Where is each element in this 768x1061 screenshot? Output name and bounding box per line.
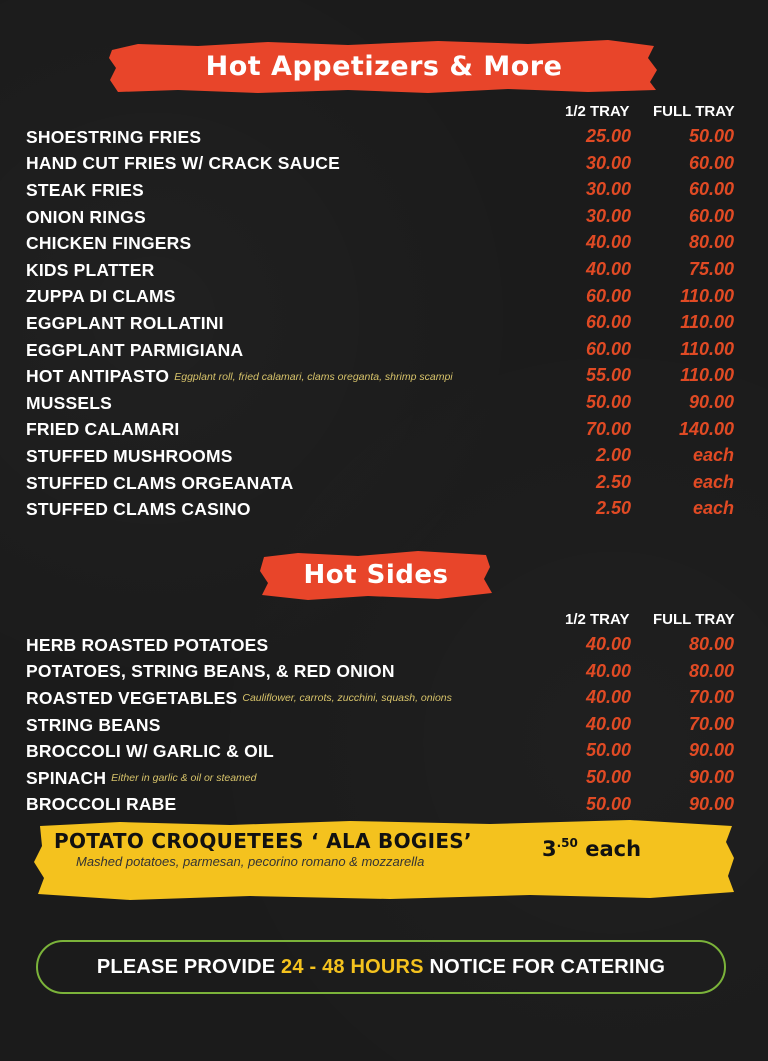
menu-item-row [26, 417, 746, 444]
croquettes-price [542, 836, 641, 861]
croquettes-description: Mashed potatoes, parmesan, pecorino romano & mozzarella [76, 854, 425, 869]
appetizers-list [26, 124, 746, 523]
menu-item-price-half-tray: 50.00 [585, 391, 631, 412]
menu-item-name: MUSSELS [26, 392, 112, 413]
menu-item-price-half-tray: 40.00 [585, 634, 631, 654]
menu-item-name: KIDS PLATTER [26, 259, 155, 280]
menu-item-name: ROASTED VEGETABLES [26, 687, 238, 708]
sides-banner [258, 547, 494, 603]
menu-item-price-half-tray: 60.00 [585, 338, 631, 359]
menu-item-price-half-tray: 25.00 [585, 126, 631, 146]
menu-item-row [26, 738, 746, 765]
menu-item-price-full-tray: 80.00 [688, 660, 734, 681]
menu-item-name: STUFFED CLAMS ORGEANATA [26, 472, 294, 493]
menu-item-row [26, 124, 746, 151]
menu-item-description: Eggplant roll, fried calamari, clams oreganta, shrimp scampi [174, 370, 453, 383]
croquettes-title: POTATO CROQUETEES ‘ ALA BOGIES’ [54, 829, 472, 853]
menu-item-name: BROCCOLI W/ GARLIC & OIL [26, 741, 274, 762]
menu-item-name: FRIED CALAMARI [26, 419, 180, 440]
menu-item-row [26, 443, 746, 470]
menu-item-row [26, 177, 746, 204]
menu-item-description: Either in garlic & oil or steamed [111, 772, 257, 785]
menu-item-price-half-tray: 40.00 [585, 232, 631, 253]
menu-item-row [26, 659, 746, 686]
menu-item-row [26, 470, 746, 497]
menu-item-price-full-tray: 110.00 [680, 338, 734, 359]
sides-col-half: 1/2 TRAY [565, 611, 630, 628]
menu-item-row [26, 204, 746, 231]
menu-item-price-full-tray: 140.00 [678, 418, 734, 439]
menu-item-price-full-tray: 80.00 [688, 634, 734, 654]
menu-item-name: ONION RINGS [26, 206, 146, 227]
menu-item-row [26, 151, 746, 178]
menu-item-price-half-tray: 40.00 [585, 687, 631, 708]
menu-item-row [26, 496, 746, 523]
croquettes-price-cents: .50 [556, 836, 578, 850]
menu-item-price-full-tray: 90.00 [688, 766, 734, 787]
notice-highlight: 24 - 48 HOURS [281, 955, 424, 978]
menu-item-price-half-tray: 50.00 [585, 793, 631, 814]
menu-item-row [26, 765, 746, 792]
menu-item-price-half-tray: 2.00 [595, 445, 631, 466]
menu-item-price-full-tray: 70.00 [688, 713, 734, 734]
menu-item-row [26, 310, 746, 337]
menu-item-price-half-tray: 30.00 [585, 179, 631, 200]
sides-title: Hot Sides [303, 560, 449, 590]
appetizers-col-half: 1/2 TRAY [565, 103, 630, 120]
menu-item-price-half-tray: 70.00 [585, 418, 631, 439]
menu-item-name: BROCCOLI RABE [26, 794, 177, 815]
menu-item-price-full-tray: 90.00 [688, 391, 734, 412]
appetizers-col-full: FULL TRAY [653, 103, 735, 120]
menu-item-row [26, 363, 746, 390]
menu-item-price-full-tray: 110.00 [680, 285, 734, 306]
menu-item-price-full-tray: each [692, 445, 734, 466]
croquettes-banner [30, 818, 738, 902]
menu-item-name: STEAK FRIES [26, 179, 144, 200]
menu-item-row [26, 792, 746, 819]
menu-item-price-full-tray: 110.00 [680, 312, 734, 333]
menu-item-price-half-tray: 40.00 [585, 258, 631, 279]
menu-item-price-full-tray: 60.00 [688, 152, 734, 173]
menu-item-description: Cauliflower, carrots, zucchini, squash, onions [242, 692, 452, 705]
menu-item-row [26, 257, 746, 284]
menu-item-name: CHICKEN FINGERS [26, 233, 192, 254]
menu-item-price-half-tray: 2.50 [595, 498, 631, 519]
sides-col-full: FULL TRAY [653, 611, 735, 628]
menu-item-row [26, 337, 746, 364]
menu-item-name: STRING BEANS [26, 714, 161, 735]
menu-item-price-full-tray: 90.00 [688, 740, 734, 761]
croquettes-price-unit: each [577, 837, 642, 861]
menu-item-name: STUFFED CLAMS CASINO [26, 499, 251, 520]
menu-item-price-full-tray: 75.00 [688, 258, 734, 279]
menu-item-price-full-tray: 110.00 [680, 365, 734, 386]
menu-item-price-full-tray: each [692, 498, 734, 519]
notice-text-before: PLEASE PROVIDE [96, 955, 282, 978]
menu-item-price-full-tray: 60.00 [688, 205, 734, 226]
menu-item-price-half-tray: 60.00 [585, 285, 631, 306]
menu-item-price-full-tray: each [692, 471, 734, 492]
menu-item-price-half-tray: 40.00 [585, 660, 631, 681]
menu-item-name: HAND CUT FRIES W/ CRACK SAUCE [26, 153, 340, 174]
menu-item-price-half-tray: 60.00 [585, 312, 631, 333]
menu-item-name: HERB ROASTED POTATOES [26, 634, 269, 655]
menu-item-name: EGGPLANT ROLLATINI [26, 312, 224, 333]
menu-item-row [26, 685, 746, 712]
appetizers-title: Hot Appetizers & More [205, 50, 563, 82]
menu-item-price-half-tray: 40.00 [585, 713, 631, 734]
notice-text-after: NOTICE FOR CATERING [423, 955, 666, 978]
catering-notice [36, 940, 726, 994]
menu-item-row [26, 632, 746, 659]
menu-item-name: STUFFED MUSHROOMS [26, 445, 233, 466]
menu-item-name: POTATOES, STRING BEANS, & RED ONION [26, 661, 395, 682]
menu-item-row [26, 390, 746, 417]
menu-item-name: HOT ANTIPASTO [26, 366, 170, 387]
menu-item-price-full-tray: 90.00 [688, 793, 734, 814]
menu-item-price-half-tray: 50.00 [585, 740, 631, 761]
menu-item-price-half-tray: 30.00 [585, 205, 631, 226]
croquettes-price-main: 3 [542, 837, 557, 861]
menu-item-price-half-tray: 55.00 [585, 365, 631, 386]
menu-item-name: EGGPLANT PARMIGIANA [26, 339, 244, 360]
menu-item-name: ZUPPA DI CLAMS [26, 286, 176, 307]
menu-item-row [26, 284, 746, 311]
menu-item-name: SHOESTRING FRIES [26, 126, 202, 147]
menu-item-price-full-tray: 50.00 [688, 126, 734, 146]
sides-list [26, 632, 746, 818]
menu-item-name: SPINACH [26, 767, 107, 788]
menu-item-price-half-tray: 2.50 [595, 471, 631, 492]
menu-item-price-half-tray: 30.00 [585, 152, 631, 173]
menu-item-row [26, 712, 746, 739]
menu-item-price-full-tray: 80.00 [688, 232, 734, 253]
menu-item-price-full-tray: 60.00 [688, 179, 734, 200]
menu-item-row [26, 230, 746, 257]
appetizers-banner [108, 36, 660, 96]
menu-item-price-half-tray: 50.00 [585, 766, 631, 787]
menu-item-price-full-tray: 70.00 [688, 687, 734, 708]
